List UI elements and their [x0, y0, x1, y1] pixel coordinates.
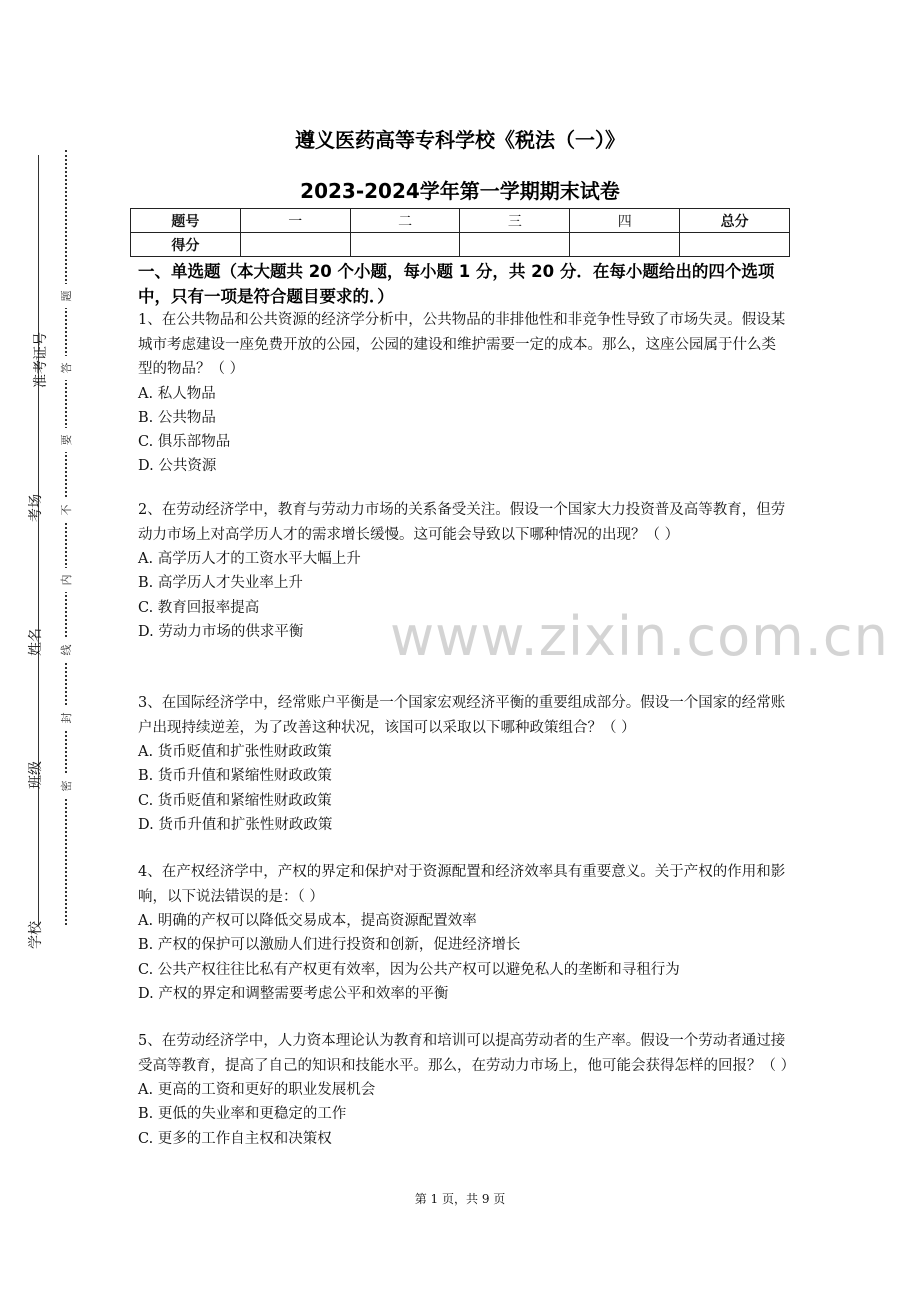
- exam-subtitle: 2023-2024学年第一学期期末试卷: [300, 179, 620, 203]
- score-cell: 二: [350, 209, 460, 233]
- seal-char: 封: [58, 706, 74, 730]
- option: B. 高学历人才失业率上升: [138, 575, 303, 592]
- page-number: 第 1 页，共 9 页: [414, 1192, 506, 1206]
- option: A. 货币贬值和扩张性财政政策: [138, 744, 332, 760]
- option: B. 更低的失业率和更稳定的工作: [138, 1106, 347, 1123]
- option: C. 俱乐部物品: [138, 434, 231, 451]
- option: C. 货币贬值和紧缩性财政政策: [138, 792, 332, 809]
- option: A. 高学历人才的工资水平大幅上升: [138, 551, 361, 567]
- option: C. 更多的工作自主权和决策权: [138, 1130, 332, 1147]
- option: D. 产权的界定和调整需要考虑公平和效率的平衡: [138, 985, 449, 1002]
- question-stem: 5、在劳动经济学中，人力资本理论认为教育和培训可以提高劳动者的生产率。假设一个劳动者通过接受高等教育，提高了自己的知识和技能水平。那么，在劳动力市场上，他可能会获得怎样的回报？（ ）: [138, 1033, 796, 1074]
- question-4: [138, 860, 788, 1006]
- option: B. 公共物品: [138, 409, 216, 426]
- score-blank-cell[interactable]: [240, 233, 350, 257]
- seal-char: 答: [58, 356, 74, 380]
- option: B. 产权的保护可以激励人们进行投资和创新，促进经济增长: [138, 937, 521, 954]
- option: D. 劳动力市场的供求平衡: [138, 623, 304, 640]
- option: D. 公共资源: [138, 458, 217, 475]
- score-cell: 总分: [680, 209, 790, 233]
- binding-solid-line: [38, 155, 39, 925]
- seal-char: 内: [58, 568, 74, 592]
- question-5: [138, 1029, 796, 1151]
- question-1: [138, 308, 788, 479]
- seal-char: 要: [58, 428, 74, 452]
- exam-title: 遵义医药高等专科学校《税法（一）》: [295, 128, 625, 152]
- score-row-label: 得分: [131, 233, 241, 257]
- site-watermark: www.zixin.com.cn: [390, 605, 889, 668]
- question-stem: 2、在劳动经济学中，教育与劳动力市场的关系备受关注。假设一个国家大力投资普及高等教育，但劳动力市场上对高学历人才的需求增长缓慢。这可能会导致以下哪种情况的出现？（ ）: [138, 502, 786, 543]
- score-table: [130, 208, 790, 257]
- option: A. 私人物品: [138, 385, 216, 402]
- question-stem: 4、在产权经济学中，产权的界定和保护对于资源配置和经济效率具有重要意义。关于产权的作用和影响，以下说法错误的是：（ ）: [138, 864, 786, 905]
- option: C. 教育回报率提高: [138, 599, 260, 616]
- score-cell: 四: [570, 209, 680, 233]
- question-stem: 3、在国际经济学中，经常账户平衡是一个国家宏观经济平衡的重要组成部分。假设一个国家的经常账户出现持续逆差，为了改善这种状况，该国可以采取以下哪种政策组合？（ ）: [138, 695, 786, 736]
- score-blank-cell[interactable]: [350, 233, 460, 257]
- score-table-header-row: [131, 209, 790, 233]
- seal-char: 题: [58, 284, 74, 308]
- option: C. 公共产权往往比私有产权更有效率，因为公共产权可以避免私人的垄断和寻租行为: [138, 961, 680, 978]
- seal-dotted-line: [65, 150, 67, 925]
- option: B. 货币升值和紧缩性财政政策: [138, 768, 332, 785]
- section-heading: 一、单选题（本大题共 20 个小题，每小题 1 分，共 20 分．在每小题给出的四个选项中，只有一项是符合题目要求的．）: [138, 262, 775, 306]
- option: A. 更高的工资和更好的职业发展机会: [138, 1082, 376, 1098]
- option: A. 明确的产权可以降低交易成本，提高资源配置效率: [138, 913, 477, 929]
- score-cell: 一: [240, 209, 350, 233]
- seal-char: 密: [58, 774, 74, 798]
- score-cell: 三: [460, 209, 570, 233]
- score-table-score-row: [131, 233, 790, 257]
- option: D. 货币升值和扩张性财政政策: [138, 816, 333, 833]
- seal-char: 不: [58, 498, 74, 522]
- score-cell: 题号: [131, 209, 241, 233]
- score-blank-cell[interactable]: [460, 233, 570, 257]
- score-blank-cell[interactable]: [570, 233, 680, 257]
- score-blank-cell[interactable]: [680, 233, 790, 257]
- label-class: 班级: [28, 761, 44, 789]
- question-stem: 1、在公共物品和公共资源的经济学分析中，公共物品的非排他性和非竞争性导致了市场失灵。假设某城市考虑建设一座免费开放的公园，公园的建设和维护需要一定的成本。那么，这座公园属于什么类型的物品？（ ）: [138, 312, 786, 377]
- seal-char: 线: [58, 638, 74, 662]
- label-name: 姓名: [28, 628, 44, 656]
- question-3: [138, 691, 788, 837]
- label-exam-room: 考场: [28, 494, 44, 522]
- label-exam-number: 准考证号: [33, 332, 49, 388]
- label-school: 学校: [28, 921, 44, 949]
